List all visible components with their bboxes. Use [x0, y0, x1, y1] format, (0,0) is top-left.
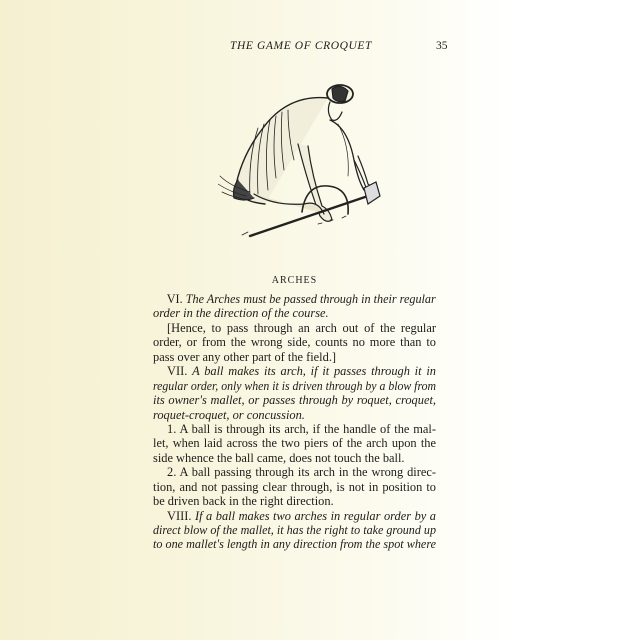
text-line	[153, 422, 436, 436]
text-line	[153, 335, 436, 349]
italic-text: direct blow of the mallet, it has the right to take ground up	[153, 523, 436, 537]
text-line	[153, 321, 436, 335]
text-line	[153, 350, 436, 364]
section-heading: ARCHES	[271, 275, 318, 286]
italic-text: A ball makes its arch, if it passes through it in	[192, 364, 436, 379]
text-line	[153, 393, 436, 407]
italic-text: roquet-croquet, or concussion.	[153, 407, 305, 422]
roman-text: tion, and not passing clear through, is not in position to	[153, 479, 436, 494]
roman-text: VI.	[166, 292, 186, 306]
italic-text: If a ball makes two arches in regular order by a	[194, 508, 436, 523]
body-text	[153, 292, 436, 552]
roman-text: side whence the ball came, does not touch the ball.	[153, 450, 405, 465]
italic-text: its owner's mallet, or passes through by roquet, croquet,	[153, 393, 436, 408]
roman-text: let, when laid across the two piers of the arch upon the	[153, 436, 436, 451]
text-line	[153, 292, 436, 306]
text-line	[153, 306, 436, 320]
text-line	[153, 537, 436, 552]
text-line	[153, 451, 436, 465]
roman-text: order, or from the wrong side, counts no more than to	[153, 335, 436, 350]
text-line	[153, 436, 436, 450]
text-line	[153, 378, 436, 393]
page-number: 35	[436, 40, 448, 52]
roman-text: be driven back in the right direction.	[153, 494, 334, 509]
italic-text: The Arches must be passed through in their regular	[185, 292, 436, 306]
text-line	[153, 509, 436, 523]
croquet-player-illustration	[218, 84, 382, 242]
text-line	[153, 480, 436, 494]
roman-text: pass over any other part of the field.]	[153, 349, 337, 364]
italic-text: to one mallet's length in any direction from the spot where	[153, 537, 436, 552]
text-line	[153, 494, 436, 508]
text-line	[153, 408, 436, 422]
roman-text: 2. A ball passing through its arch in the wrong direc-	[167, 465, 436, 480]
text-line	[153, 364, 436, 378]
text-line	[153, 523, 436, 537]
roman-text: VII.	[167, 364, 193, 379]
text-line	[153, 465, 436, 479]
roman-text: 1. A ball is through its arch, if the handle of the mal-	[167, 421, 436, 436]
running-head: THE GAME OF CROQUET	[230, 40, 373, 52]
italic-text: regular order, only when it is driven through by a blow from	[153, 378, 436, 393]
italic-text: order in the direction of the course.	[153, 306, 329, 321]
roman-text: VIII.	[167, 508, 195, 523]
roman-text: [Hence, to pass through an arch out of the regular	[167, 320, 436, 335]
